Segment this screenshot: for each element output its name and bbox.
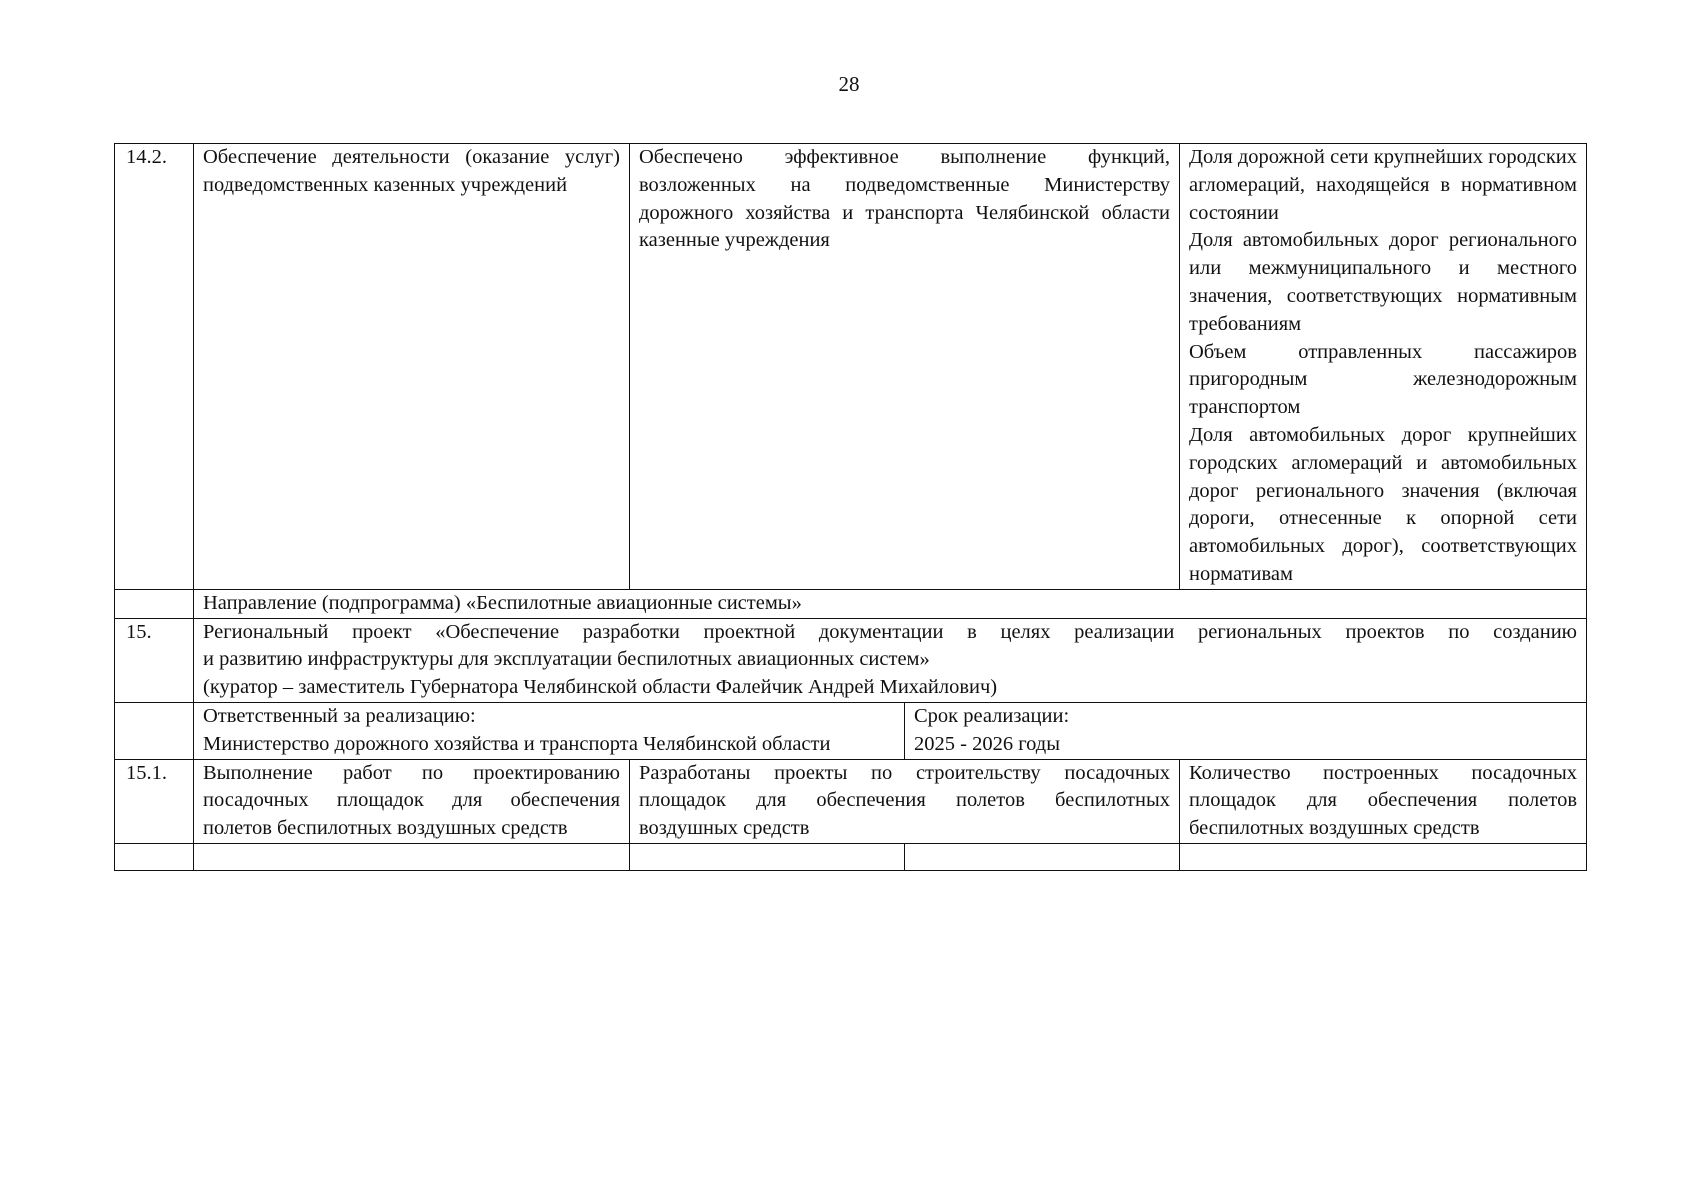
empty-cell <box>115 843 194 870</box>
task-cell: Выполнение работ по проектированию посадочных площадок для обеспечения полетов беспилотных воздушных средств <box>194 759 630 843</box>
table-row-direction <box>115 589 1587 618</box>
row-number <box>115 702 194 759</box>
term-value: 2025 - 2026 годы <box>914 732 1060 755</box>
table-row-15-1 <box>115 759 1587 843</box>
project-title-cell <box>194 618 1587 702</box>
task-cell: Обеспечение деятельности (оказание услуг) подведомственных казенных учреждений <box>194 144 630 590</box>
indicator-cell: Количество построенных посадочных площадок для обеспечения полетов беспилотных воздушных средств <box>1180 759 1587 843</box>
direction-title: Направление (подпрограмма) «Беспилотные авиационные системы» <box>194 589 1587 618</box>
table-row-14-2 <box>115 144 1587 590</box>
empty-cell <box>194 843 630 870</box>
term-label: Срок реализации: <box>914 704 1070 727</box>
result-cell: Разработаны проекты по строительству посадочных площадок для обеспечения полетов беспилотных воздушных средств <box>630 759 1180 843</box>
project-curator: (куратор – заместитель Губернатора Челябинской области Фалейчик Андрей Михайлович) <box>203 676 998 699</box>
empty-cell <box>630 843 905 870</box>
term-cell <box>905 702 1587 759</box>
indicator-item: Доля дорожной сети крупнейших городских агломераций, находящейся в нормативном состоянии <box>1189 146 1577 224</box>
project-title-line: и развитию инфраструктуры для эксплуатации беспилотных авиационных систем» <box>203 648 930 671</box>
table-row-15 <box>115 618 1587 702</box>
row-number: 15. <box>115 618 194 702</box>
responsible-cell <box>194 702 905 759</box>
row-number: 14.2. <box>115 144 194 590</box>
table-row-responsible <box>115 702 1587 759</box>
responsible-label: Ответственный за реализацию: <box>203 704 476 727</box>
page-number: 28 <box>838 72 860 96</box>
project-title-line: Региональный проект «Обеспечение разработки проектной документации в целях реализации региональных проектов по созданию <box>203 620 1577 643</box>
empty-cell <box>1180 843 1587 870</box>
indicator-item: Объем отправленных пассажиров пригородным железнодорожным транспортом <box>1189 340 1577 419</box>
indicator-item: Доля автомобильных дорог крупнейших городских агломераций и автомобильных дорог регионального значения (включая дороги, отнесенные к опорной сети автомобильных дорог), соответствующих нормативам <box>1189 423 1577 585</box>
row-number <box>115 589 194 618</box>
program-table <box>114 143 1587 871</box>
indicator-item: Доля автомобильных дорог регионального или межмуниципального и местного значения, соответствующих нормативным требованиям <box>1189 229 1577 335</box>
empty-cell <box>905 843 1180 870</box>
table-row-empty <box>115 843 1587 870</box>
responsible-value: Министерство дорожного хозяйства и транспорта Челябинской области <box>203 732 831 755</box>
result-cell: Обеспечено эффективное выполнение функций, возложенных на подведомственные Министерству дорожного хозяйства и транспорта Челябинской области казенные учреждения <box>630 144 1180 590</box>
row-number: 15.1. <box>115 759 194 843</box>
indicators-cell <box>1180 144 1587 590</box>
